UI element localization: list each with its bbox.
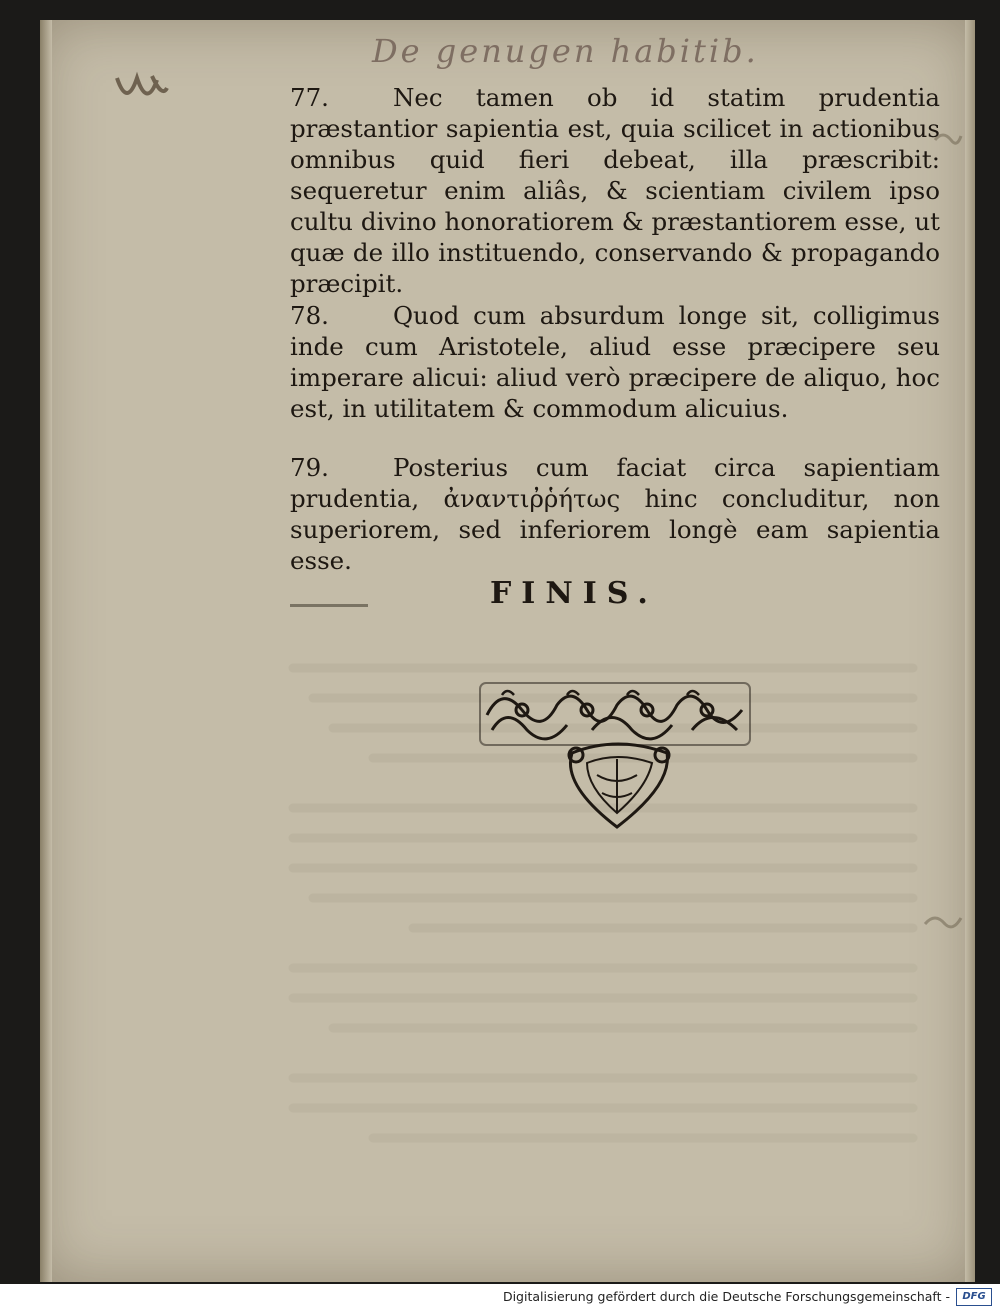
paragraph-78 <box>290 300 940 424</box>
handwritten-note: De genugen habitib. <box>372 32 759 70</box>
dfg-logo[interactable]: DFG <box>956 1288 992 1306</box>
paragraph-text: Posterius cum faciat circa sapientiam prudentia, ἀναντιῤῥήτως hinc concluditur, non superiorem, sed inferiorem longè eam sapientia esse. <box>290 453 940 575</box>
book-page <box>40 20 975 1282</box>
margin-scribble <box>933 128 963 150</box>
footer-bar <box>0 1284 1000 1310</box>
margin-bleed-mark <box>933 128 963 150</box>
printers-ornament <box>472 675 762 835</box>
ink-scribble <box>112 68 172 118</box>
page-gutter-shadow <box>40 20 52 1282</box>
margin-scribble <box>923 910 963 934</box>
paragraph-text: Quod cum absurdum longe sit, colligimus inde cum Aristotele, aliud esse præcipere seu imperare alicui: aliud verò præcipere de aliquo, hoc est, in utilitatem & commodum alicuius. <box>290 301 940 423</box>
bleed-lines-lower <box>253 938 933 1218</box>
margin-bleed-mark <box>923 910 963 934</box>
paragraph-text: Nec tamen ob id statim prudentia præstantior sapientia est, quia scilicet in actionibus omnibus quid fieri debeat, illa præscribit: sequeretur enim aliâs, & scientiam civilem ipso cultu divino honoratiorem & præstantiorem esse, ut quæ de illo instituendo, conservando & propagando præcipit. <box>290 83 940 298</box>
finis-heading: FINIS. <box>490 576 658 611</box>
paragraph-number: 77. <box>290 83 329 112</box>
funding-notice: Digitalisierung gefördert durch die Deutsche Forschungsgemeinschaft - <box>502 1289 950 1304</box>
paragraph-number: 79. <box>290 453 329 482</box>
bleed-through-texture-lower <box>280 900 960 1180</box>
page-edge-shadow <box>965 20 975 1282</box>
ink-dash <box>290 604 368 607</box>
paragraph-79 <box>290 452 940 576</box>
corner-ink-mark <box>112 68 172 127</box>
paragraph-number: 78. <box>290 301 329 330</box>
paragraph-77 <box>290 82 940 299</box>
